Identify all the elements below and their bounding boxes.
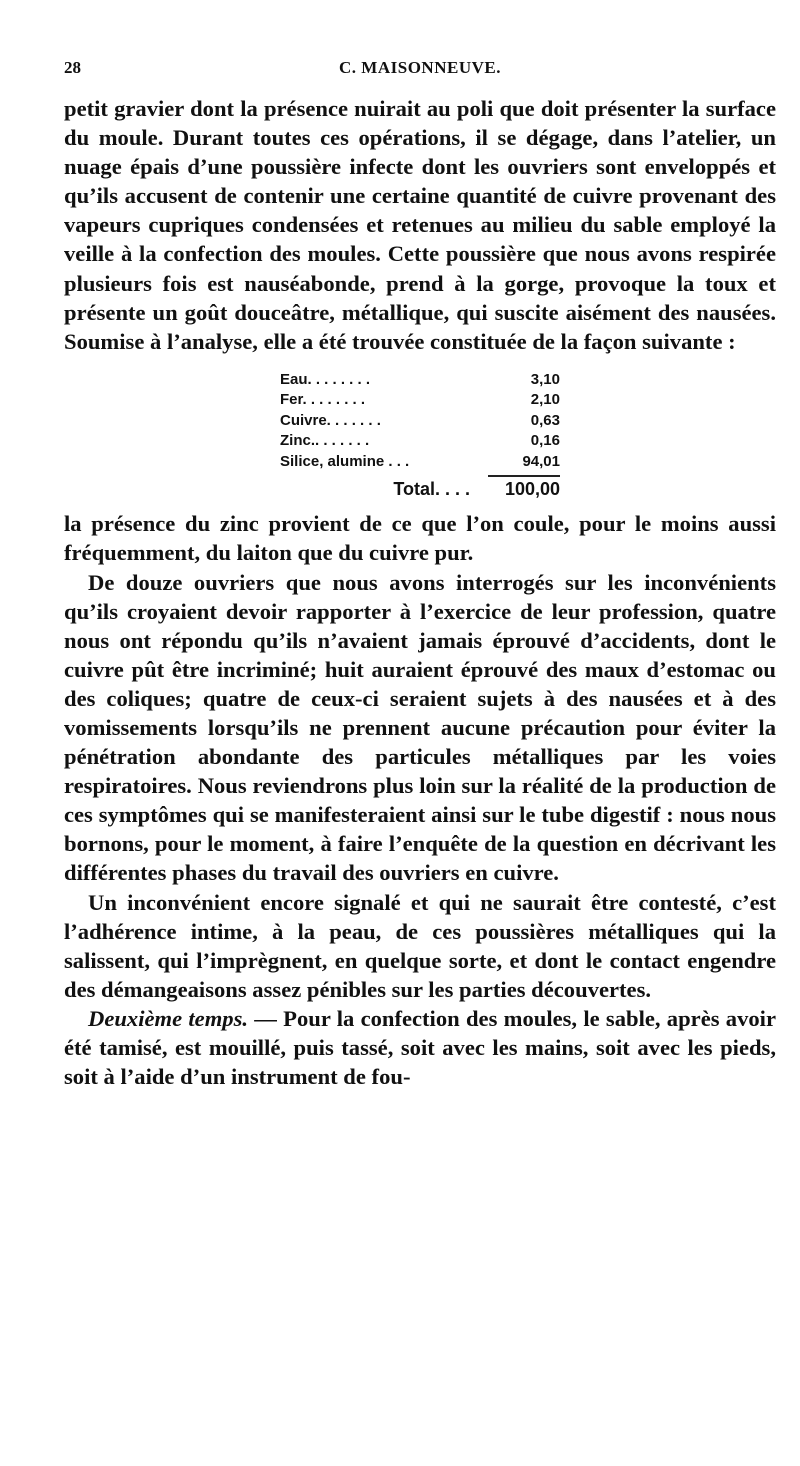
analysis-row bbox=[280, 452, 560, 473]
total-label: Total. . . . bbox=[393, 479, 470, 500]
analysis-row bbox=[280, 411, 560, 432]
analysis-row bbox=[280, 370, 560, 391]
analysis-label: Silice, alumine . . . bbox=[280, 452, 410, 470]
paragraph: Un inconvénient encore signalé et qui ne saurait être contesté, c’est l’adhérence intime, à la peau, de ces poussières métalliques qui la salissent, qui l’imprègnent, en quelque sorte, et dont le contact engendre des démangeaisons assez pénibles sur les parties découvertes. bbox=[64, 889, 776, 1002]
paragraph-text: — Pour la confection des moules, le sable, après avoir été tamisé, est mouillé, puis tassé, soit avec les mains, soit avec les pieds, soit à l’aide d’un instrument de fou- bbox=[64, 1005, 776, 1090]
analysis-table bbox=[280, 370, 560, 502]
running-head: C. MAISONNEUVE. bbox=[339, 58, 501, 77]
analysis-label: Eau. . . . . . . . bbox=[280, 370, 371, 388]
paragraph-final bbox=[64, 1004, 776, 1091]
total-value: 100,00 bbox=[504, 479, 560, 500]
paragraph: petit gravier dont la présence nuirait au poli que doit présenter la surface du moule. Durant toutes ces opérations, il se dégage, dans l’atelier, un nuage épais d’une poussière infecte dont les ouvriers sont enveloppés et qu’ils accusent de contenir une certaine quantité de cuivre provenant des vapeurs cupriques condensées et retenues au milieu du sable employé la veille à la confection des moules. Cette poussière que nous avons respirée plusieurs fois est nauséabonde, prend à la gorge, provoque la toux et présente un goût douceâtre, métallique, qui suscite aisément des nausées. Soumise à l’analyse, elle a été trouvée constituée de la façon suivante : bbox=[64, 96, 776, 354]
paragraph: De douze ouvriers que nous avons interrogés sur les inconvénients qu’ils croyaient devoir rapporter à l’exercice de leur profession, quatre nous ont répondu qu’ils n’avaient jamais éprouvé d’accidents, dont le cuivre pût être incriminé; huit auraient éprouvé des maux d’estomac ou des coliques; quatre de ceux-ci seraient sujets à des nausées et à des vomissements lorsqu’ils ne prennent aucune précaution pour éviter la pénétration abondante des particules métalliques par les voies respiratoires. Nous reviendrons plus loin sur la réalité de la production de ces symptômes qui se manifesteraient ainsi sur le tube digestif : nous nous bornons, pour le moment, à faire l’enquête de la question en décrivant les différentes phases du travail des ouvriers en cuivre. bbox=[64, 569, 776, 886]
analysis-row bbox=[280, 431, 560, 452]
analysis-label: Zinc.. . . . . . . bbox=[280, 432, 370, 450]
page bbox=[64, 58, 776, 1091]
analysis-value: 94,01 bbox=[522, 452, 560, 470]
page-header bbox=[64, 58, 776, 94]
page-number: 28 bbox=[64, 58, 81, 77]
analysis-row bbox=[280, 390, 560, 411]
analysis-value: 0,16 bbox=[530, 432, 560, 450]
analysis-value: 0,63 bbox=[530, 411, 560, 429]
paragraph: la présence du zinc provient de ce que l’on coule, pour le moins aussi fréquemment, du laiton que du cuivre pur. bbox=[64, 511, 776, 566]
analysis-value: 3,10 bbox=[530, 370, 560, 388]
analysis-label: Fer. . . . . . . . bbox=[280, 391, 366, 409]
analysis-total-row bbox=[280, 477, 560, 501]
analysis-value: 2,10 bbox=[530, 391, 560, 409]
analysis-label: Cuivre. . . . . . . bbox=[280, 411, 381, 429]
section-heading: Deuxième temps. bbox=[88, 1005, 249, 1031]
